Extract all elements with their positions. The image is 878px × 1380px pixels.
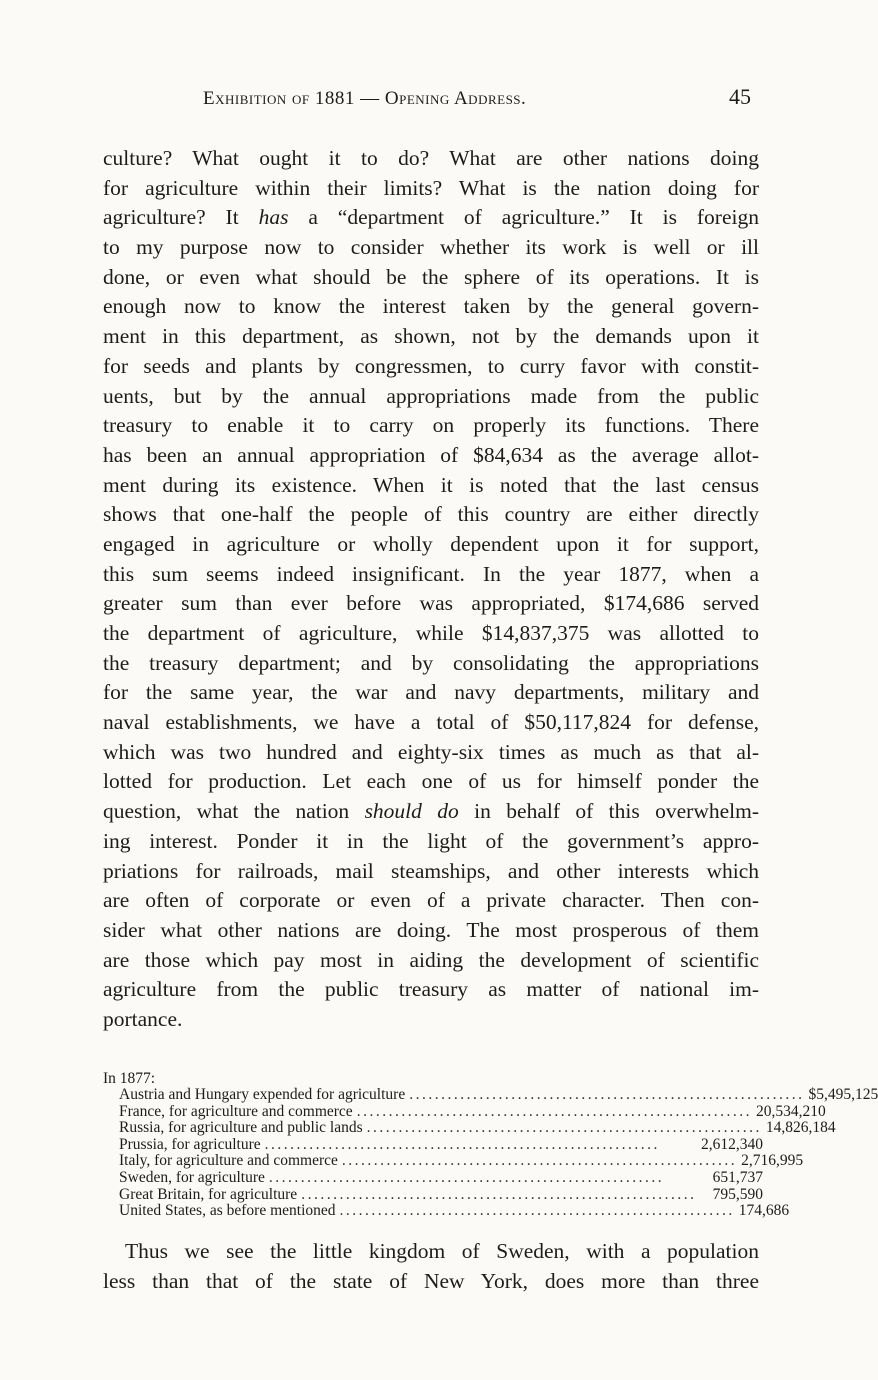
row-label: Great Britain, for agriculture (119, 1185, 298, 1203)
text-line: this sum seems indeed insignificant. In the year 1877, when a (103, 561, 759, 586)
table-row (103, 1202, 790, 1220)
text-line: the department of agriculture, while $14,837,375 was allotted to (103, 621, 759, 645)
text-line: agriculture from the public treasury as matter of national im- (103, 977, 759, 1002)
text-line: sider what other nations are doing. The most prosperous of them (103, 917, 759, 942)
text-line: Thus we see the little kingdom of Sweden, with a population (125, 1239, 759, 1263)
leader-dots: .............................................................. (301, 1185, 697, 1203)
text-line: culture? What ought it to do? What are other nations doing (103, 146, 759, 170)
row-value: 651,737 (712, 1168, 763, 1186)
emphasis: has (258, 205, 289, 230)
text-line: uents, but by the annual appropriations made from the public (103, 383, 759, 408)
text-line: to my purpose now to consider whether its work is well or ill (103, 235, 759, 260)
row-label: United States, as before mentioned (119, 1202, 336, 1220)
text-line: portance. (103, 1006, 183, 1031)
text-line: for seeds and plants by congressmen, to curry favor with constit- (103, 353, 759, 378)
appropriations-table (103, 1070, 878, 1220)
text-line: question, what the nation should do in behalf of this overwhelm- (103, 799, 760, 824)
text-line: engaged in agriculture or wholly dependent upon it for support, (103, 531, 759, 556)
row-label: Prussia, for agriculture (119, 1135, 261, 1153)
text-line: ment during its existence. When it is noted that the last census (103, 472, 759, 497)
leader-dots: .............................................................. (264, 1135, 660, 1153)
row-value: 14,826,184 (765, 1119, 836, 1137)
text-line: the treasury department; and by consolidating the appropriations (103, 650, 759, 675)
row-label: Russia, for agriculture and public lands (119, 1119, 363, 1137)
text-line: are often of corporate or even of a private character. Then con- (103, 888, 759, 913)
table-row (103, 1086, 878, 1104)
text-line: naval establishments, we have a total of $50,117,824 for defense, (103, 710, 759, 735)
text-line: lotted for production. Let each one of us for himself ponder the (103, 769, 759, 794)
table-caption: In 1877: (103, 1070, 156, 1087)
text-line: less than that of the state of New York, does more than three (103, 1268, 759, 1293)
text-line: shows that one-half the people of this country are either directly (103, 502, 759, 527)
table-row (103, 1119, 836, 1137)
row-label: France, for agriculture and commerce (119, 1102, 353, 1120)
text-line: greater sum than ever before was appropriated, $174,686 served (103, 591, 759, 616)
table-row (103, 1137, 763, 1154)
leader-dots: .............................................................. (339, 1202, 735, 1220)
closing-paragraph (103, 1237, 759, 1296)
text-line: agriculture? It has a “department of agriculture.” It is foreign (103, 205, 759, 230)
row-label: Italy, for agriculture and commerce (119, 1152, 338, 1170)
row-value: 2,612,340 (701, 1135, 763, 1153)
row-label: Austria and Hungary expended for agriculture (119, 1086, 406, 1103)
page-header (203, 84, 753, 118)
text-line: ing interest. Ponder it in the light of the government’s appro- (103, 828, 759, 853)
text-line: done, or even what should be the sphere of its operations. It is (103, 264, 759, 289)
row-value: 174,686 (738, 1202, 790, 1220)
leader-dots: .............................................................. (356, 1102, 752, 1120)
table-row (103, 1102, 826, 1121)
row-value: 20,534,210 (755, 1102, 826, 1120)
text-line: enough now to know the interest taken by the general govern- (103, 294, 759, 319)
text-line: has been an annual appropriation of $84,634 as the average allot- (103, 442, 759, 467)
text-line: for the same year, the war and navy departments, military and (103, 680, 759, 705)
text-line: priations for railroads, mail steamships, and other interests which (103, 858, 759, 883)
page-number: 45 (729, 84, 751, 109)
table-row (103, 1152, 804, 1170)
row-value: 2,716,995 (741, 1152, 804, 1170)
text-line: are those which pay most in aiding the development of scientific (103, 947, 759, 972)
row-value: $5,495,125 (808, 1086, 878, 1103)
leader-dots: .............................................................. (366, 1119, 762, 1137)
leader-dots: .............................................................. (341, 1152, 738, 1170)
text-line: which was two hundred and eighty-six times as much as that al- (103, 739, 759, 764)
text-line: ment in this department, as shown, not by the demands upon it (103, 324, 759, 349)
leader-dots: .............................................................. (409, 1086, 805, 1103)
row-label: Sweden, for agriculture (119, 1168, 265, 1186)
body-text (103, 144, 759, 1035)
text-line: for agriculture within their limits? What is the nation doing for (103, 175, 759, 200)
emphasis: should do (364, 799, 459, 824)
text-line: treasury to enable it to carry on properly its functions. There (103, 413, 759, 438)
table-row (103, 1187, 763, 1204)
leader-dots: .............................................................. (268, 1168, 665, 1186)
table-row (103, 1170, 763, 1187)
running-title: Exhibition of 1881 — Opening Address. (203, 88, 527, 109)
row-value: 795,590 (712, 1185, 763, 1203)
